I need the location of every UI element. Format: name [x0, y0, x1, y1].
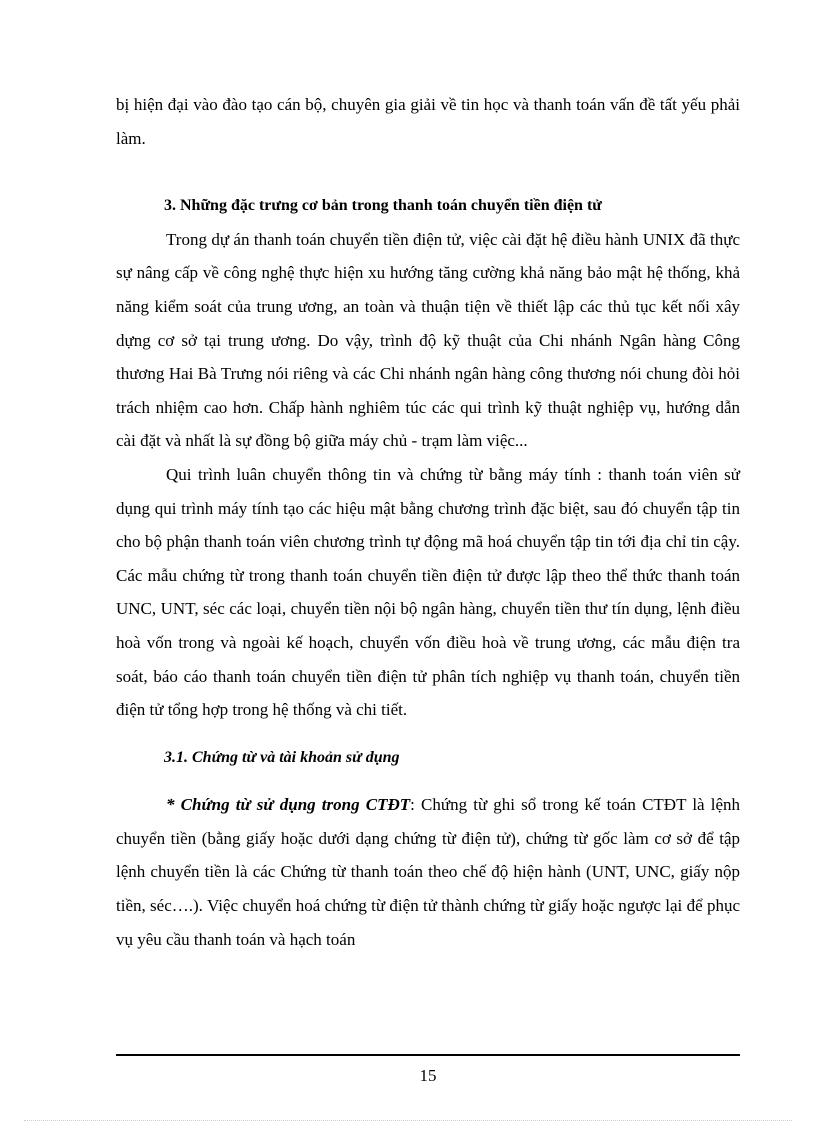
- paragraph-3-body: : Chứng từ ghi sổ trong kế toán CTĐT là lệnh chuyển tiền (bằng giấy hoặc dưới dạng chứng từ điện tử), chứng từ gốc làm cơ sở để tập lệnh chuyển tiền là các Chứng từ thanh toán theo chế độ hiện hành (UNT, UNC, giấy nộp tiền, séc….). Việc chuyển hoá chứng từ điện tử thành chứng từ giấy hoặc ngược lại để phục vụ yêu cầu thanh toán và hạch toán: [116, 795, 740, 949]
- intro-paragraph: bị hiện đại vào đào tạo cán bộ, chuyên gia giải về tin học và thanh toán vấn đề tất yếu phải làm.: [116, 95, 740, 148]
- spacer: [116, 774, 740, 788]
- page-edge-divider: [24, 1120, 792, 1121]
- paragraph-2: Qui trình luân chuyển thông tin và chứng từ bằng máy tính : thanh toán viên sử dụng qui trình máy tính tạo các hiệu mật bằng chương trình đặc biệt, sau đó chuyển tập tin cho bộ phận thanh toán viên chương trình tự động mã hoá chuyển tập tin tới địa chỉ tin cậy. Các mẫu chứng từ trong thanh toán chuyển tiền điện tử được lập theo thể thức thanh toán UNC, UNT, séc các loại, chuyển tiền nội bộ ngân hàng, chuyển tiền thư tín dụng, lệnh điều hoà vốn trong và ngoài kế hoạch, chuyển vốn điều hoà về trung ương, các mẫu điện tra soát, báo cáo thanh toán chuyển tiền điện tử phân tích nghiệp vụ thanh toán, chuyển tiền điện tử tổng hợp trong hệ thống và chi tiết.: [116, 464, 740, 720]
- section-3-heading: 3. Những đặc trưng cơ bản trong thanh toán chuyển tiền điện tử: [164, 197, 602, 215]
- paragraph-1: Trong dự án thanh toán chuyển tiền điện tử, việc cài đặt hệ điều hành UNIX đã thực sự nâng cấp về công nghệ thực hiện xu hướng tăng cường khả năng bảo mật hệ thống, khả năng kiểm soát của trung ương, an toàn và thuận tiện về thiết lập các thủ tục kết nối xây dựng cơ sở tại trung ương. Do vậy, trình độ kỹ thuật của Chi nhánh Ngân hàng Công thương Hai Bà Trưng nói riêng và các Chi nhánh ngân hàng công thương nói chung đòi hỏi trách nhiệm cao hơn. Chấp hành nghiêm túc các qui trình kỹ thuật nghiệp vụ, hướng dẫn cài đặt và nhất là sự đồng bộ giữa máy chủ - trạm làm việc...: [116, 229, 740, 451]
- paragraph-3-lead: * Chứng từ sử dụng trong CTĐT: [166, 795, 411, 815]
- section-3-1-heading: 3.1. Chứng từ và tài khoản sử dụng: [164, 748, 400, 766]
- page-number: 15: [419, 1066, 437, 1085]
- spacer: [116, 727, 740, 741]
- document-page: [116, 88, 740, 956]
- paragraph-3: [116, 788, 740, 956]
- spacer: [116, 155, 740, 189]
- footer-rule: [116, 1054, 740, 1056]
